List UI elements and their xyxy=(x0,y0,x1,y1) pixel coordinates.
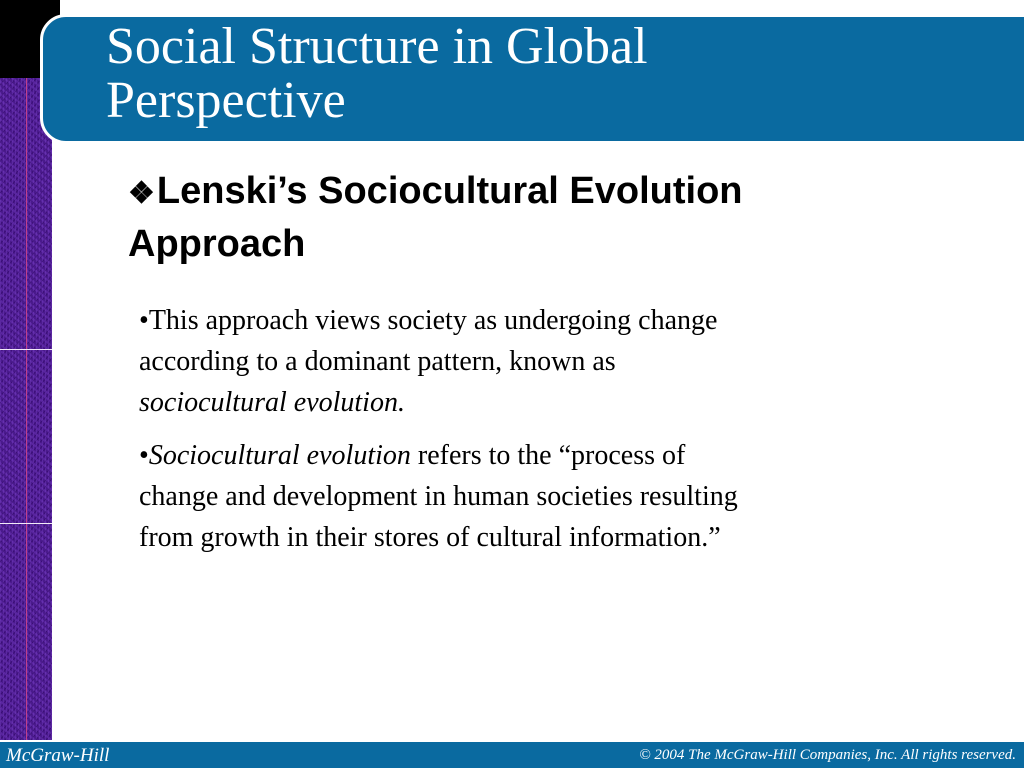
bullet-text: according to a dominant pattern, known as xyxy=(139,346,616,377)
bullet-italic-term: Sociocultural evolution xyxy=(148,440,411,471)
bullet-text: This approach views society as undergoing change xyxy=(148,305,718,336)
bullet-italic-term: sociocultural evolution. xyxy=(139,387,405,418)
slide-title-line-1: Social Structure in Global xyxy=(106,18,648,75)
heading-line-2: Approach xyxy=(128,223,306,265)
copyright-notice: © 2004 The McGraw-Hill Companies, Inc. All rights reserved. xyxy=(639,747,1016,763)
slide-title-line-2: Perspective xyxy=(106,72,346,129)
bullet-item xyxy=(139,435,899,558)
slide-title xyxy=(106,20,1006,128)
strip-horizontal-line xyxy=(0,523,52,524)
decorative-side-strip xyxy=(0,78,52,740)
bullet-item xyxy=(139,300,899,423)
bullet-list xyxy=(139,300,899,570)
bullet-text: from growth in their stores of cultural information.” xyxy=(139,522,721,553)
diamond-bullet-icon: ❖ xyxy=(128,177,155,210)
section-heading xyxy=(128,166,928,269)
bullet-dot: • xyxy=(139,305,149,336)
bullet-dot: • xyxy=(139,440,149,471)
bullet-text: refers to the “process of xyxy=(410,440,686,471)
bullet-text: change and development in human societies resulting xyxy=(139,481,738,512)
publisher-name: McGraw-Hill xyxy=(6,745,110,766)
footer-bar xyxy=(0,740,1024,768)
heading-line-1: Lenski’s Sociocultural Evolution xyxy=(156,170,743,212)
strip-vertical-line xyxy=(26,78,27,740)
strip-horizontal-line xyxy=(0,349,52,350)
